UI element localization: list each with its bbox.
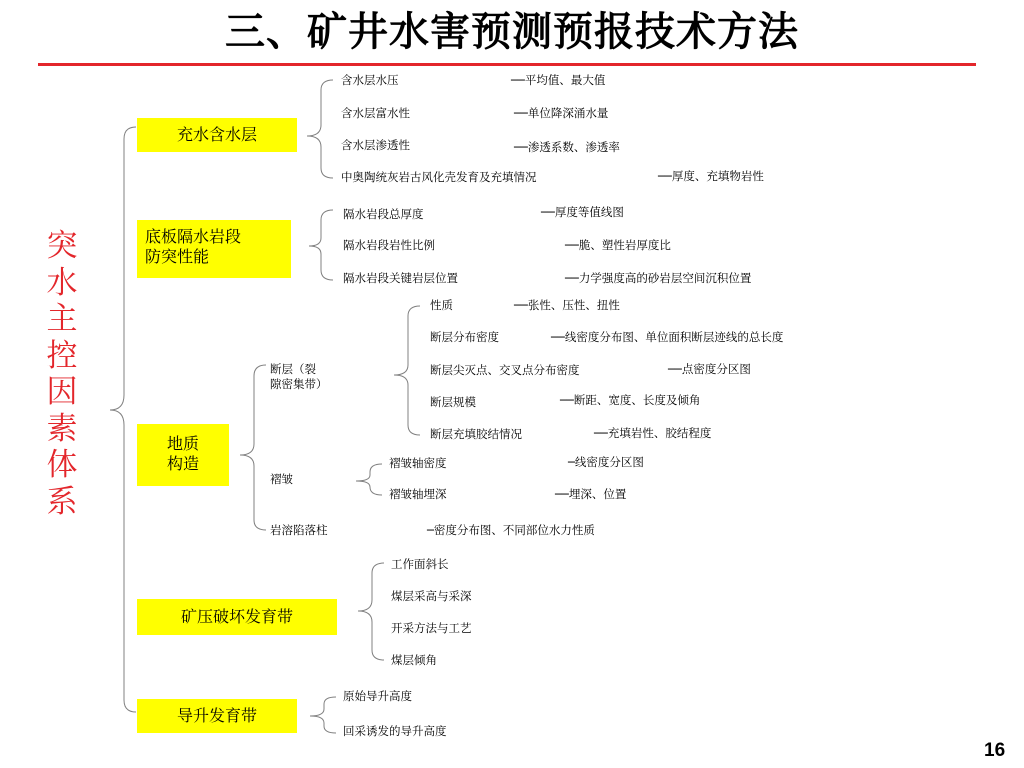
- fold-item-desc: ──埋深、位置: [555, 487, 627, 501]
- fold-item-desc: ─线密度分区图: [568, 455, 644, 469]
- root-char: 突: [46, 228, 78, 264]
- fault-item-desc: ──断距、宽度、长度及倾角: [560, 393, 701, 407]
- fault-item-desc: ──充填岩性、胶结程度: [594, 426, 712, 440]
- category-box-floor: [137, 220, 291, 278]
- fault-label: 隙密集带）: [270, 377, 328, 391]
- root-char: 素: [46, 410, 78, 447]
- aquifer-item-desc: ──厚度、充填物岩性: [658, 169, 764, 183]
- fold-bracket: [356, 464, 382, 495]
- fold-item-name: 褶皱轴密度: [389, 456, 447, 470]
- mining-bracket: [358, 563, 384, 660]
- floor-item-name: 隔水岩段总厚度: [343, 207, 424, 221]
- fault-label: 断层（裂: [270, 362, 316, 376]
- floor-item-desc: ──脆、塑性岩厚度比: [565, 238, 671, 252]
- root-char: 水: [46, 264, 78, 301]
- category-box-geology: [137, 424, 229, 486]
- aquifer-item-name: 中奥陶统灰岩古风化壳发育及充填情况: [341, 170, 537, 184]
- conduct-bracket: [310, 697, 336, 733]
- root-char: 控: [46, 337, 78, 374]
- fold-item-name: 褶皱轴埋深: [389, 487, 447, 501]
- floor-item-desc: ──力学强度高的砂岩层空间沉积位置: [565, 271, 752, 285]
- floor-item-name: 隔水岩段关键岩层位置: [343, 271, 458, 285]
- aquifer-item-name: 含水层水压: [341, 73, 399, 87]
- category-label-line: 防突性能: [145, 247, 210, 266]
- aquifer-item-desc: ──单位降深涌水量: [514, 106, 609, 120]
- aquifer-item-name: 含水层富水性: [341, 106, 410, 120]
- fault-item-name: 断层尖灭点、交叉点分布密度: [430, 363, 580, 377]
- mining-item: 煤层采高与采深: [391, 589, 472, 603]
- fault-item-name: 断层分布密度: [430, 330, 499, 344]
- mining-item: 煤层倾角: [391, 653, 437, 667]
- geology-bracket: [240, 365, 266, 530]
- fault-item-desc: ──线密度分布图、单位面积断层迹线的总长度: [551, 330, 784, 344]
- category-box-mining: 矿压破坏发育带: [137, 599, 337, 635]
- aquifer-item-name: 含水层渗透性: [341, 138, 410, 152]
- floor-bracket: [309, 210, 333, 280]
- root-char: 因: [46, 374, 78, 410]
- conduct-item: 回采诱发的导升高度: [343, 724, 447, 738]
- category-box-conduct: 导升发育带: [137, 699, 297, 733]
- page-title: 三、矿井水害预测预报技术方法: [225, 9, 799, 55]
- mining-item: 开采方法与工艺: [391, 621, 472, 635]
- aquifer-bracket: [307, 80, 333, 178]
- fold-label: 褶皱: [270, 472, 293, 486]
- karst-label: 岩溶陷落柱: [270, 523, 328, 537]
- category-label-line: 底板隔水岩段: [145, 227, 242, 246]
- conduct-item: 原始导升高度: [343, 689, 412, 703]
- category-label-line: 构造: [166, 454, 199, 473]
- root-char: 体: [46, 447, 78, 483]
- fault-item-name: 断层充填胶结情况: [430, 427, 522, 441]
- karst-desc: ─密度分布图、不同部位水力性质: [427, 523, 595, 537]
- page-number: 16: [984, 740, 1006, 761]
- category-box-aquifer: 充水含水层: [137, 118, 297, 152]
- root-bracket: [110, 127, 136, 712]
- fault-bracket: [394, 306, 420, 435]
- floor-item-name: 隔水岩段岩性比例: [343, 238, 435, 252]
- fault-item-desc: ──点密度分区图: [668, 362, 751, 376]
- aquifer-item-desc: ──渗透系数、渗透率: [514, 140, 620, 154]
- mining-item: 工作面斜长: [391, 557, 449, 571]
- floor-item-desc: ──厚度等值线图: [541, 205, 624, 219]
- root-char: 系: [46, 483, 78, 520]
- aquifer-item-desc: ──平均值、最大值: [511, 73, 606, 87]
- fault-item-desc: ──张性、压性、扭性: [514, 298, 620, 312]
- root-char: 主: [46, 301, 78, 337]
- category-label-line: 地质: [166, 434, 199, 453]
- fault-item-name: 性质: [430, 298, 453, 312]
- fault-item-name: 断层规模: [430, 395, 476, 409]
